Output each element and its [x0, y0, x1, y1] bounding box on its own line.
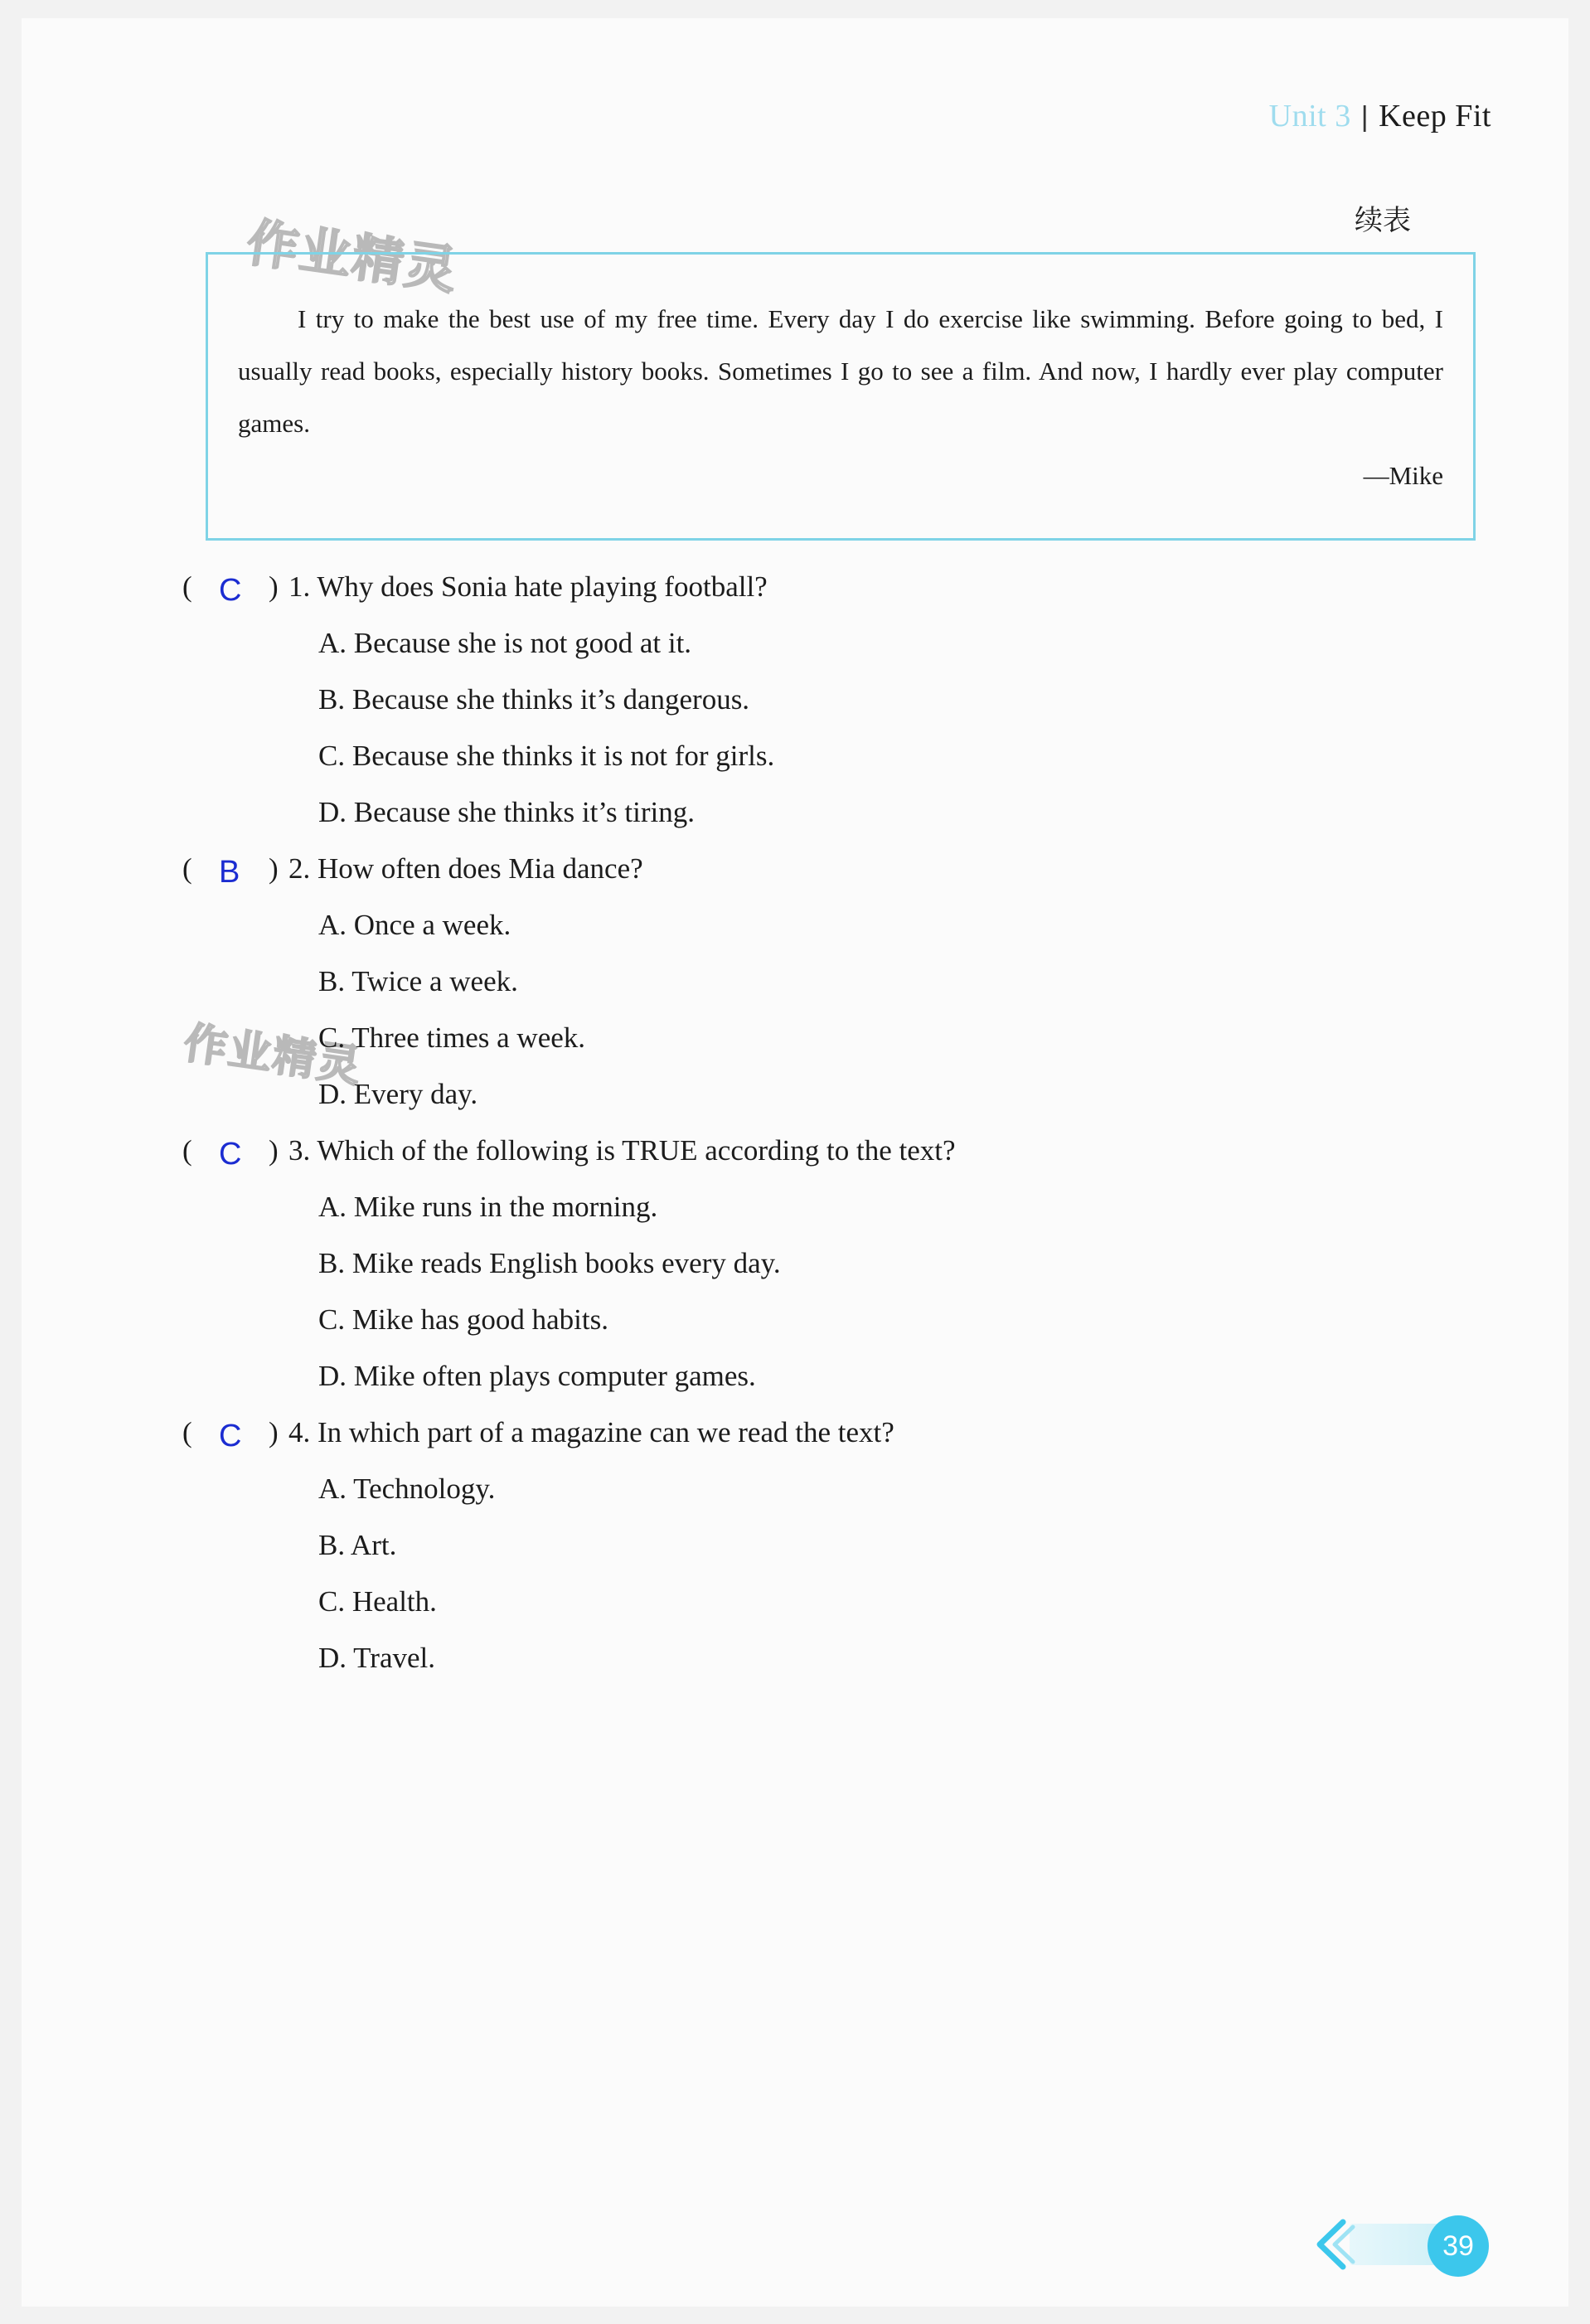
passage-author: —Mike [1363, 461, 1443, 490]
answer-paren-close: ) [269, 1134, 279, 1167]
answer-mark: C [219, 1137, 242, 1172]
reading-passage-box [206, 252, 1476, 541]
option-d: D. Travel. [318, 1642, 435, 1674]
chevron-left-icon [1308, 2215, 1358, 2273]
option-d: D. Every day. [318, 1078, 478, 1110]
answer-paren-open: ( [182, 1134, 192, 1167]
question-text: 4. In which part of a magazine can we read the text? [288, 1416, 894, 1448]
option-b: B. Mike reads English books every day. [318, 1247, 781, 1279]
answer-paren-close: ) [269, 570, 279, 603]
question-stem [179, 559, 1423, 615]
question-2 [179, 841, 1423, 1123]
option-a: A. Because she is not good at it. [318, 627, 692, 659]
answer-mark: C [219, 1419, 242, 1453]
page-number: 39 [1428, 2215, 1489, 2277]
question-stem [179, 1123, 1423, 1179]
question-3 [179, 1123, 1423, 1405]
question-list [179, 559, 1423, 1686]
answer-mark: C [219, 573, 242, 608]
answer-paren-close: ) [269, 852, 279, 885]
option-d: D. Mike often plays computer games. [318, 1360, 756, 1392]
option-b: B. Twice a week. [318, 965, 518, 997]
option-c: C. Mike has good habits. [318, 1303, 608, 1336]
answer-paren-close: ) [269, 1416, 279, 1448]
answer-paren-open: ( [182, 570, 192, 603]
answer-paren-open: ( [182, 1416, 192, 1448]
unit-topic: Keep Fit [1379, 99, 1491, 133]
answer-paren-open: ( [182, 852, 192, 885]
question-stem [179, 1405, 1423, 1461]
watermark-stamp: 作业精灵 [181, 1018, 366, 1093]
question-stem [179, 841, 1423, 897]
passage-text: I try to make the best use of my free time. Every day I do exercise like swimming. Before going to bed, I usually read books, especially history books. Sometimes I go to see a film. And now, I hardly ever play computer games. [238, 304, 1443, 438]
watermark-stamp: 作业精灵 [243, 211, 463, 302]
answer-mark: B [219, 855, 240, 890]
option-c: C. Health. [318, 1585, 437, 1618]
option-b: B. Art. [318, 1529, 397, 1561]
question-text: 1. Why does Sonia hate playing football? [288, 570, 768, 603]
option-a: A. Mike runs in the morning. [318, 1191, 658, 1223]
option-a: A. Once a week. [318, 909, 511, 941]
running-header [1269, 98, 1491, 134]
unit-label: Unit 3 [1268, 99, 1351, 133]
option-d: D. Because she thinks it’s tiring. [318, 796, 695, 828]
option-c: C. Three times a week. [318, 1021, 586, 1054]
option-b: B. Because she thinks it’s dangerous. [318, 683, 750, 716]
question-1 [179, 559, 1423, 841]
question-text: 3. Which of the following is TRUE according to the text? [288, 1134, 956, 1167]
question-text: 2. How often does Mia dance? [288, 852, 643, 885]
option-c: C. Because she thinks it is not for girls. [318, 740, 775, 772]
page-footer [1308, 2215, 1507, 2273]
continued-label: 续表 [1355, 204, 1411, 237]
option-a: A. Technology. [318, 1473, 496, 1505]
question-4 [179, 1405, 1423, 1686]
header-separator: | [1360, 101, 1369, 133]
